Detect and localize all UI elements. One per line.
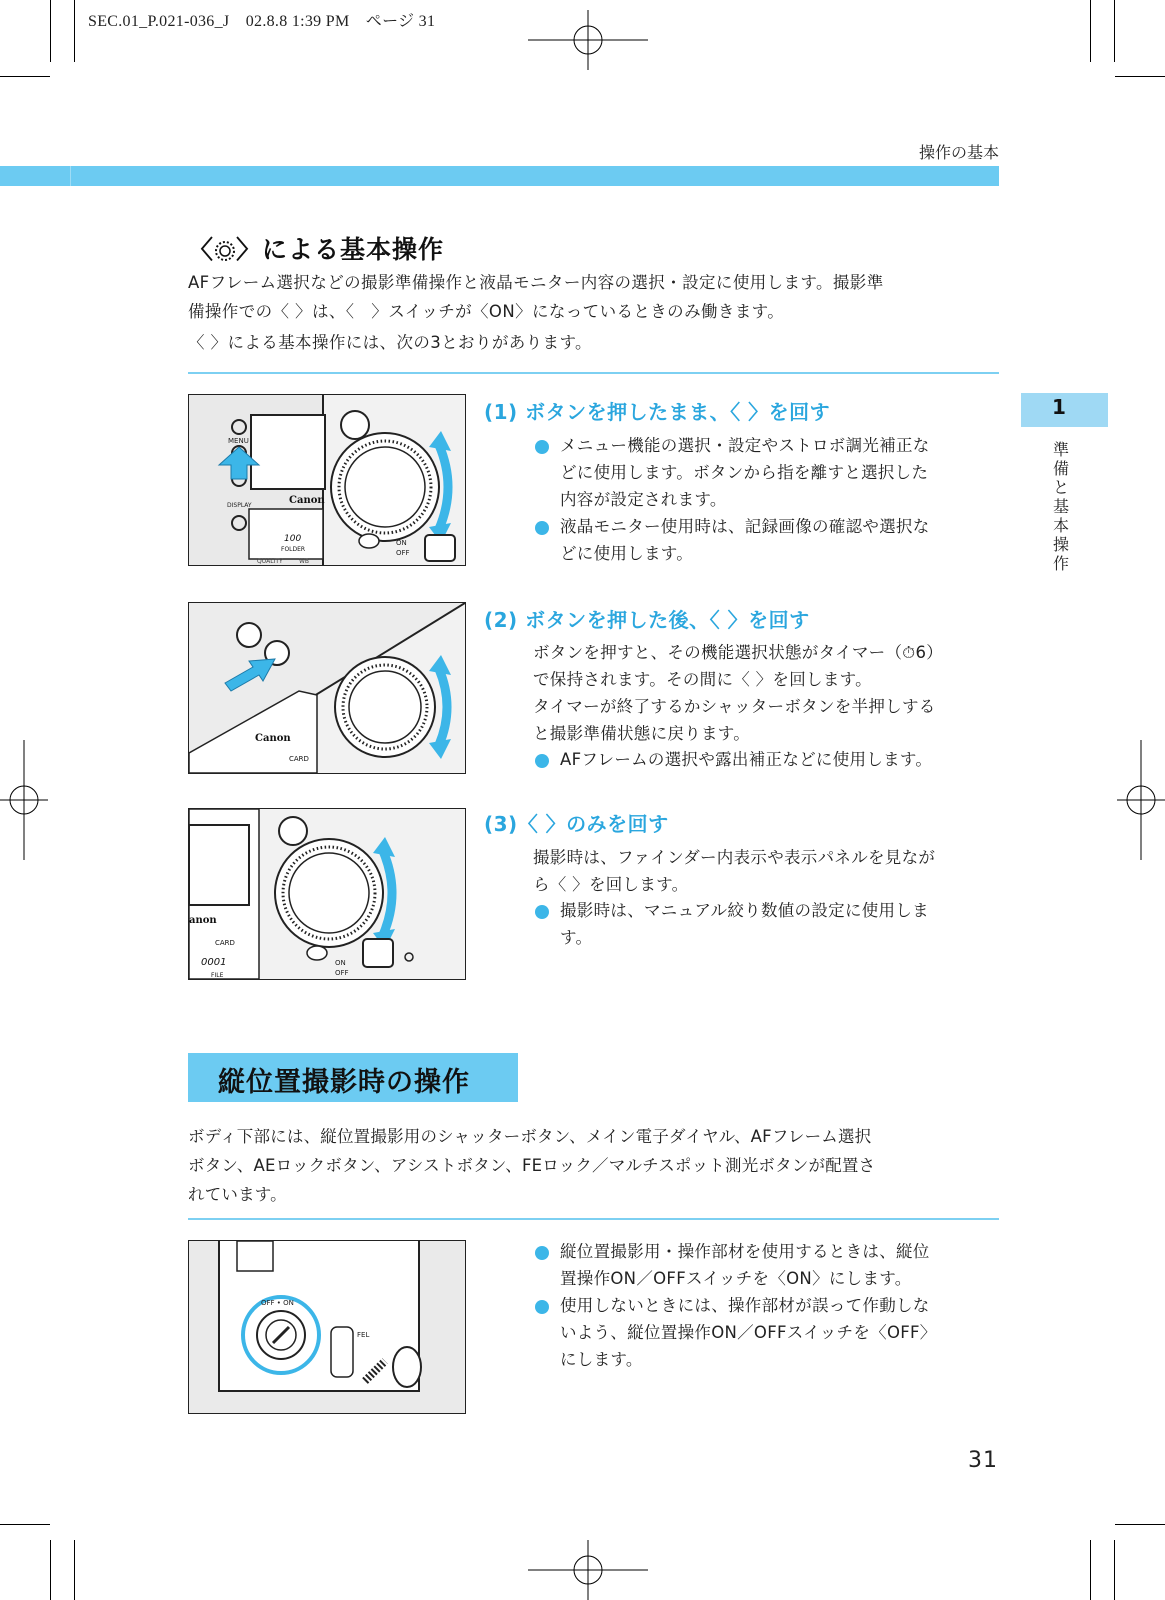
- svg-text:0001: 0001: [201, 957, 227, 968]
- op2-body: ボタンを押すと、その機能選択状態がタイマー（⏱6） で保持されます。その間に〈 〉を回します。 タイマーが終了するかシャッターボタンを半押しする と撮影準備状態に戻ります。: [533, 643, 944, 743]
- svg-text:WB: WB: [299, 558, 310, 565]
- bullet-icon: [535, 1246, 549, 1260]
- photo-op1: [188, 394, 466, 566]
- photo-vertical-grip: [188, 1240, 466, 1414]
- crop-mark: [1114, 0, 1115, 62]
- op3-body: 撮影時は、ファインダー内表示や表示パネルを見なが ら〈 〉を回します。: [533, 848, 936, 894]
- op3-bullet-1: 撮影時は、マニュアル絞り数値の設定に使用しま す。: [560, 901, 929, 947]
- svg-text:CARD: CARD: [289, 755, 309, 763]
- svg-text:QUALITY: QUALITY: [257, 558, 283, 565]
- op2-bullet-1: AFフレームの選択や露出補正などに使用します。: [560, 750, 933, 769]
- bullet-icon: [535, 754, 549, 768]
- bullet-icon: [535, 440, 549, 454]
- svg-text:CARD: CARD: [215, 939, 235, 947]
- vertical-grip-illustration: [189, 1241, 465, 1413]
- chapter-number: 1: [1052, 395, 1066, 419]
- running-header: 操作の基本: [918, 143, 999, 162]
- registration-mark-right: [1117, 740, 1165, 860]
- svg-text:FOLDER: FOLDER: [281, 546, 306, 553]
- svg-text:FEL: FEL: [357, 1331, 370, 1339]
- op1-heading: (1) ボタンを押したまま、〈 〉を回す: [484, 400, 831, 424]
- crop-mark: [50, 1540, 51, 1600]
- divider: [188, 372, 999, 374]
- camera-illustration: [189, 809, 465, 979]
- svg-text:OFF • ON: OFF • ON: [261, 1299, 294, 1307]
- crop-mark: [50, 0, 51, 62]
- registration-mark-bottom: [528, 1540, 648, 1600]
- camera-illustration: [189, 395, 465, 565]
- registration-mark-left: [0, 740, 48, 860]
- crop-mark: [74, 1540, 75, 1600]
- print-slug: SEC.01_P.021-036_J 02.8.8 1:39 PM ページ 31: [88, 13, 436, 30]
- bullet-icon: [535, 521, 549, 535]
- bullet-icon: [535, 905, 549, 919]
- svg-text:FILE: FILE: [211, 972, 224, 979]
- svg-text:ON: ON: [335, 959, 346, 967]
- camera-illustration: [189, 603, 465, 773]
- svg-text:Canon: Canon: [289, 495, 325, 506]
- op3-heading: (3)〈 〉のみを回す: [484, 812, 669, 836]
- photo-op2: [188, 602, 466, 774]
- quick-control-dial-icon: [214, 240, 236, 262]
- section2-bullet-2: 使用しないときには、操作部材が誤って作動しな いよう、縦位置操作ON／OFFスイッチを〈OFF〉 にします。: [560, 1296, 937, 1369]
- crop-mark: [1115, 76, 1165, 77]
- section-intro: AFフレーム選択などの撮影準備操作と液晶モニター内容の選択・設定に使用します。撮影準 備操作での〈 〉は、〈 〉スイッチが〈ON〉になっているときのみ働きます。 〈 〉による基本操作には、次の3とおりがあります。: [188, 273, 884, 352]
- registration-mark-top: [528, 10, 648, 70]
- crop-mark: [1114, 1540, 1115, 1600]
- svg-text:100: 100: [284, 534, 302, 544]
- op1-bullet-1: メニュー機能の選択・設定やストロボ調光補正な どに使用します。ボタンから指を離すと選択した 内容が設定されます。: [560, 436, 930, 509]
- svg-text:OFF: OFF: [335, 969, 349, 977]
- header-bar: [0, 166, 999, 186]
- svg-text:ON: ON: [396, 539, 407, 547]
- section-title: 〈 〉による基本操作: [188, 235, 445, 264]
- page-number: 31: [968, 1448, 998, 1473]
- divider: [188, 1218, 999, 1220]
- crop-mark: [1090, 1540, 1091, 1600]
- bullet-icon: [535, 1300, 549, 1314]
- svg-text:MENU: MENU: [228, 437, 249, 445]
- svg-text:OFF: OFF: [396, 549, 410, 557]
- section2-intro: ボディ下部には、縦位置撮影用のシャッターボタン、メイン電子ダイヤル、AFフレーム選択 ボタン、AEロックボタン、アシストボタン、FEロック／マルチスポット測光ボタンが配置さ れています。: [188, 1127, 876, 1204]
- photo-op3: [188, 808, 466, 980]
- chapter-label: 準 備 と 基 本 操 作: [1052, 440, 1069, 573]
- crop-mark: [1090, 0, 1091, 62]
- crop-mark: [0, 76, 50, 77]
- crop-mark: [0, 1524, 50, 1525]
- section2-bullet-1: 縦位置撮影用・操作部材を使用するときは、縦位 置操作ON／OFFスイッチを〈ON〉にします。: [560, 1242, 930, 1288]
- crop-mark: [1115, 1524, 1165, 1525]
- section2-title: 縦位置撮影時の操作: [218, 1067, 470, 1098]
- svg-text:Canon: Canon: [255, 733, 291, 744]
- op1-bullet-2: 液晶モニター使用時は、記録画像の確認や選択な どに使用します。: [560, 517, 930, 563]
- op2-heading: (2) ボタンを押した後、〈 〉を回す: [484, 608, 810, 632]
- svg-text:DISPLAY: DISPLAY: [227, 502, 252, 509]
- svg-text:anon: anon: [189, 915, 217, 926]
- crop-mark: [74, 0, 75, 62]
